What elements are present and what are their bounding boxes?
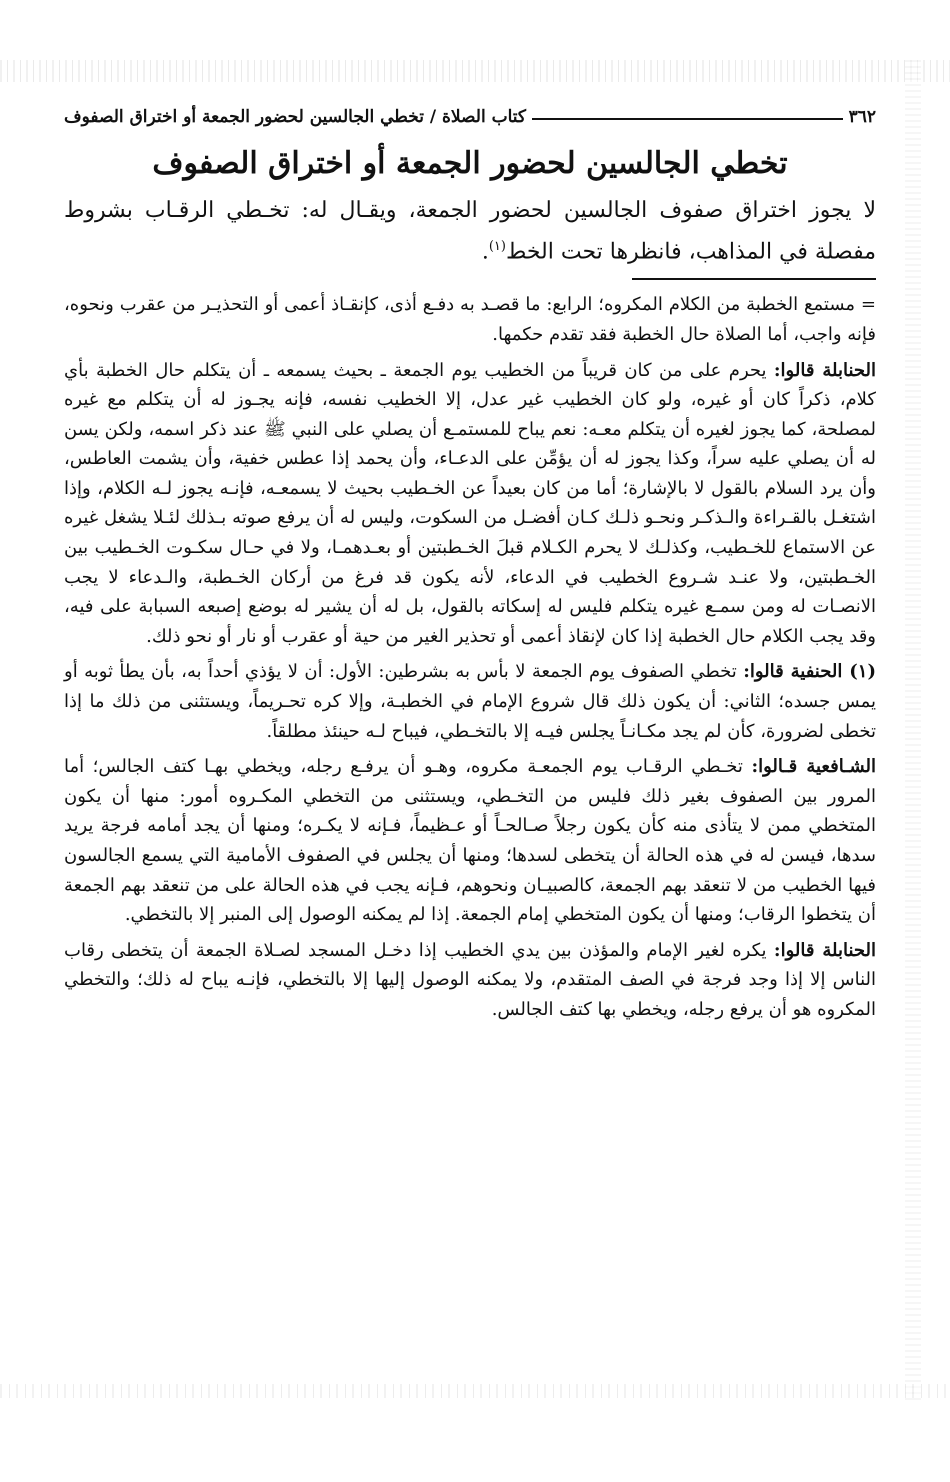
footnote-shafiiyya	[64, 752, 876, 930]
footnote-text: يكره لغير الإمام والمؤذن بين يدي الخطيب إذا دخـل المسجد لصـلاة الجمعة أن يتخطى رقاب الناس إلا إذا وجد فرجة في الصف المتقدم، ولا يمكنه الوصول إليها إلا بالتخطي، فإنـه يباح له ذلك؛ والتخطي المكروه هو أن يرفع رجله، ويخطي بها كتف الجالس.	[64, 939, 876, 1020]
running-header	[64, 102, 876, 132]
footnote-reference: (١)	[488, 239, 506, 254]
footnote-hanabila-speech	[64, 356, 876, 652]
book-title: كتاب الصلاة / تخطي الجالسين لحضور الجمعة أو اختراق الصفوف	[64, 107, 527, 127]
footnote-1-hanafiyya	[64, 657, 876, 746]
footnote-text: = مستمع الخطبة من الكلام المكروه؛ الرابع: ما قصـد به دفـع أذى، كإنقـاذ أعمى أو التحذيـر من عقرب ونحوه، فإنه واجب، أما الصلاة حال الخطبة فقد تقدم حكمها.	[64, 294, 876, 345]
intro-paragraph	[64, 193, 876, 270]
header-rule	[532, 118, 843, 120]
footnote-label: الحنابلة قالوا:	[773, 359, 876, 381]
scan-noise-top	[0, 60, 950, 82]
book-page	[64, 102, 876, 1031]
footnote-separator	[632, 278, 876, 280]
footnote-continuation	[64, 290, 876, 349]
footnote-text: تخـطي الرقـاب يوم الجمعـة مكروه، وهـو أن يرفـع رجله، ويخطي بهـا كتف الجالس؛ أما المرور بين الصفوف بغير ذلك فليس من التخـطي، ويستثنى من التخطي المكـروه أمور: منها أن يكون المتخطي ممن لا يتأذى منه كأن يكون رجلاً صـالحـاً أو عـظيماً، فـإنه لا يكـره؛ ومنها أن يجد أمامه فرجة يريد سدها، فيسن له في هذه الحالة أن يتخطى لسدها؛ ومنها أن يجلس في الصفوف الأمامية التي يسمع الجالسون فيها الخطيب من لا تنعقد بهم الجمعة، كالصبيـان ونحوهم، فـإنه يجب في هذه الحالة على من تنعقد بهم الجمعة أن يتخطوا الرقاب؛ ومنها أن يكون المتخطي إمام الجمعة. إذا لم يمكنه الوصول إلى المنبر إلا بالتخطي.	[64, 756, 876, 926]
chapter-title: تخطي الجالسين لحضور الجمعة أو اختراق الصفوف	[152, 146, 788, 181]
intro-end: .	[481, 239, 489, 265]
footnote-text: تخطي الصفوف يوم الجمعة لا بأس به بشرطين: الأول: أن لا يؤذي أحداً به، بأن يطأ ثوبه أو يمس جسده؛ الثاني: أن يكون ذلك قال شروع الإمام في الخطبـة، وإلا كره تحـريماً، ويستثنى من ذلك ما إذا تخطى لضرورة، كأن لم يجد مكـانـاً يجلس فيـه إلا بالتخـطي، فيباح لـه حينئذ مطلقاً.	[64, 661, 876, 742]
footnote-label: الشـافعية قـالوا:	[751, 756, 876, 778]
footnote-hanabila-stepping	[64, 936, 876, 1025]
scan-noise-edge	[905, 60, 921, 1400]
scan-noise-bottom	[0, 1384, 950, 1398]
intro-text: لا يجوز اختراق صفوف الجالسين لحضور الجمعة، ويقـال له: تخـطي الرقـاب بشروط مفصلة في المذاهب، فانظرها تحت الخط	[64, 198, 876, 265]
footnote-label: الحنابلة قالوا:	[773, 939, 876, 961]
page-number: ٣٦٢	[848, 107, 876, 127]
footnote-text: يحرم على من كان قريباً من الخطيب يوم الجمعة ـ بحيث يسمعه ـ أن يتكلم حال الخطبة بأي كلام، ذكراً كان أو غيره، ولو كان الخطيب غير عدل، إلا الخطيب نفسه، فإنه يجـوز له أن يتكلم مع غيره لمصلحة، كما يجوز لغيره أن يتكلم معـه: نعم يباح للمستمـع أن يصلي على النبي ﷺ عند ذكر اسمه، ولكن يسن له أن يصلي عليه سراً، وكذا يجوز له أن يؤمِّن على الدعـاء، وأن يحمد إذا عطس خفية، وأن يشمت العاطس، وأن يرد السلام بالقول لا بالإشارة؛ أما من كان بعيداً عن الخـطيب بحيث لا يسمعـه، فإنـه يجوز لـه الكلام، وإذا اشتغـل بالقـراءة والـذكـر ونحـو ذلـك كـان أفضـل من السكوت، وليس له أن يرفع صوته بـذلك لئـلا يشغل غيره عن الاستماع للخـطيب، وكذلـك لا يحرم الكـلام قبلَ الخـطبتين أو بعـدهمـا، ولا في حـال سكـوت الخـطيب بين الخـطبتين، ولا عنـد شـروع الخطيب في الدعاء، لأنه يكون قد فرغ من أركان الخـطبة، والـدعاء لا يجب الانصـات له ومن سمـع غيره يتكلم فليس له إسكاته بالقول، بل له أن يشير له بوضع إصبعه السبابة على فيه، وقد يجب الكلام حال الخطبة إذا كان لإنقاذ أعمى أو تحذير الغير من حية أو عقرب أو نار أو نحو ذلك.	[64, 359, 876, 647]
footnote-label: (١) الحنفية قالوا:	[743, 661, 876, 683]
